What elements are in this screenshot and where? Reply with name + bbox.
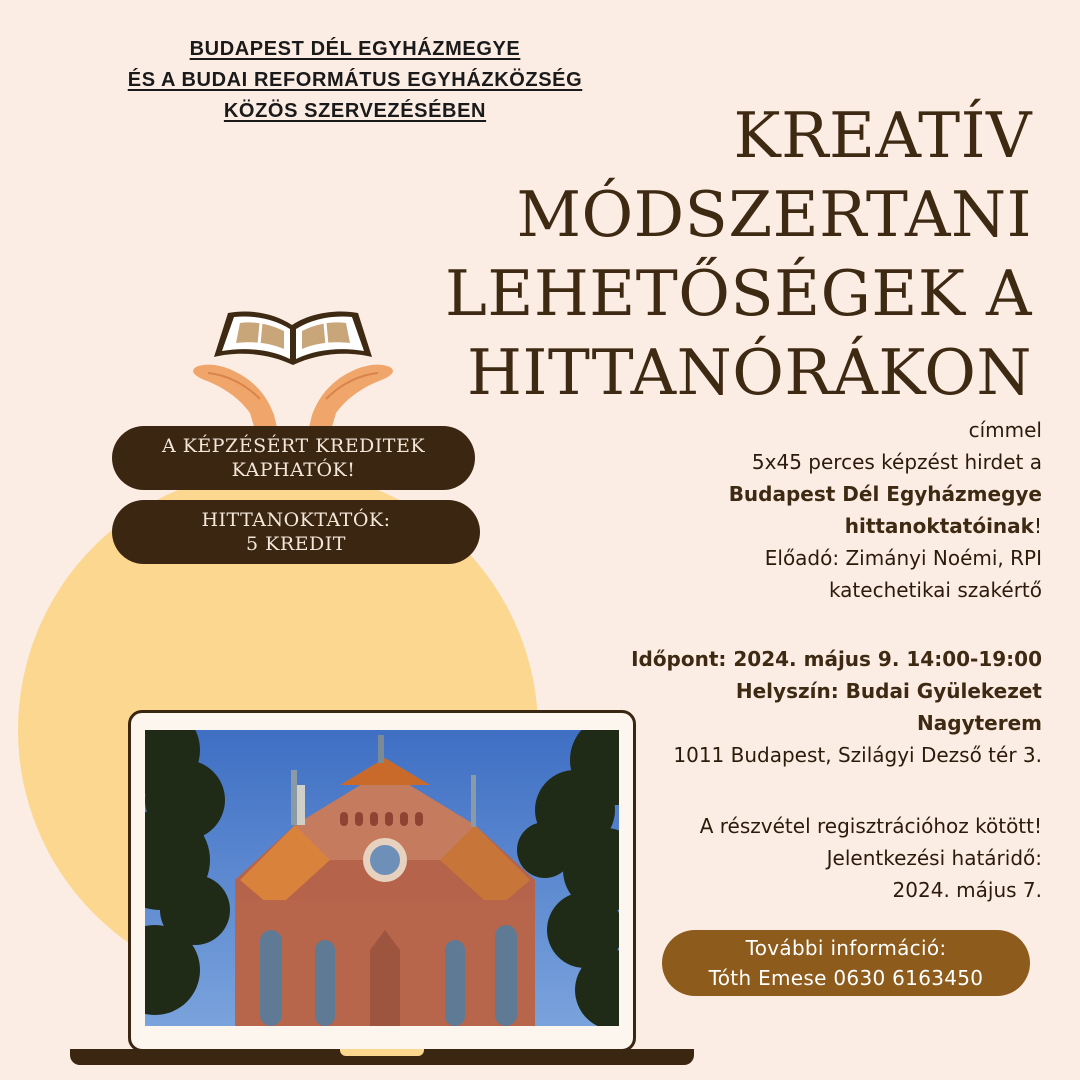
credits-line-2: KAPHATÓK! <box>231 459 356 481</box>
description-line-2: 5x45 perces képzést hirdet a <box>751 450 1042 474</box>
description-line-3: Budapest Dél Egyházmegye <box>728 482 1042 506</box>
registration-line-1: A részvétel regisztrációhoz kötött! <box>699 814 1042 838</box>
organizer-line-3: KÖZÖS SZERVEZÉSÉBEN <box>223 100 487 122</box>
credits-available-badge <box>112 426 475 490</box>
contact-line-2: Tóth Emese 0630 6163450 <box>708 966 984 990</box>
description-block <box>482 414 1042 606</box>
title-line-1: KREATÍV <box>733 99 1032 172</box>
open-book-icon <box>214 312 372 366</box>
church-illustration <box>145 730 619 1026</box>
description-line-5: Előadó: Zimányi Noémi, RPI <box>764 546 1042 570</box>
description-line-6: katechetikai szakértő <box>828 578 1042 602</box>
credits-amount-badge <box>112 500 480 564</box>
event-title <box>332 96 1032 412</box>
description-exclamation: ! <box>1033 514 1042 538</box>
laptop-notch <box>340 1049 424 1056</box>
credits-amount-line-2: 5 KREDIT <box>246 533 346 555</box>
organizer-line-1: BUDAPEST DÉL EGYHÁZMEGYE <box>189 38 521 60</box>
contact-info-badge <box>662 930 1030 996</box>
title-line-3: LEHETŐSÉGEK A <box>445 257 1032 330</box>
contact-line-1: További információ: <box>745 936 947 960</box>
credits-amount-line-1: HITTANOKTATÓK: <box>201 509 391 531</box>
title-line-2: MÓDSZERTANI <box>516 178 1032 251</box>
church-photo <box>145 730 619 1026</box>
description-line-1: címmel <box>968 418 1042 442</box>
credits-line-1: A KÉPZÉSÉRT KREDITEK <box>161 435 426 457</box>
title-line-4: HITTANÓRÁKON <box>467 336 1032 409</box>
description-audience: hittanoktatóinak <box>844 514 1034 538</box>
event-address: 1011 Budapest, Szilágyi Dezső tér 3. <box>673 743 1042 767</box>
registration-line-3: 2024. május 7. <box>892 878 1042 902</box>
event-place-line-2: Nagyterem <box>917 711 1042 735</box>
organizer-line-2: ÉS A BUDAI REFORMÁTUS EGYHÁZKÖZSÉG <box>127 69 583 91</box>
event-time: Időpont: 2024. május 9. 14:00-19:00 <box>631 647 1042 671</box>
registration-line-2: Jelentkezési határidő: <box>826 846 1042 870</box>
hands-book-icon <box>188 295 398 440</box>
event-place-line-1: Helyszín: Budai Gyülekezet <box>735 679 1042 703</box>
description-line-4 <box>482 510 1042 542</box>
